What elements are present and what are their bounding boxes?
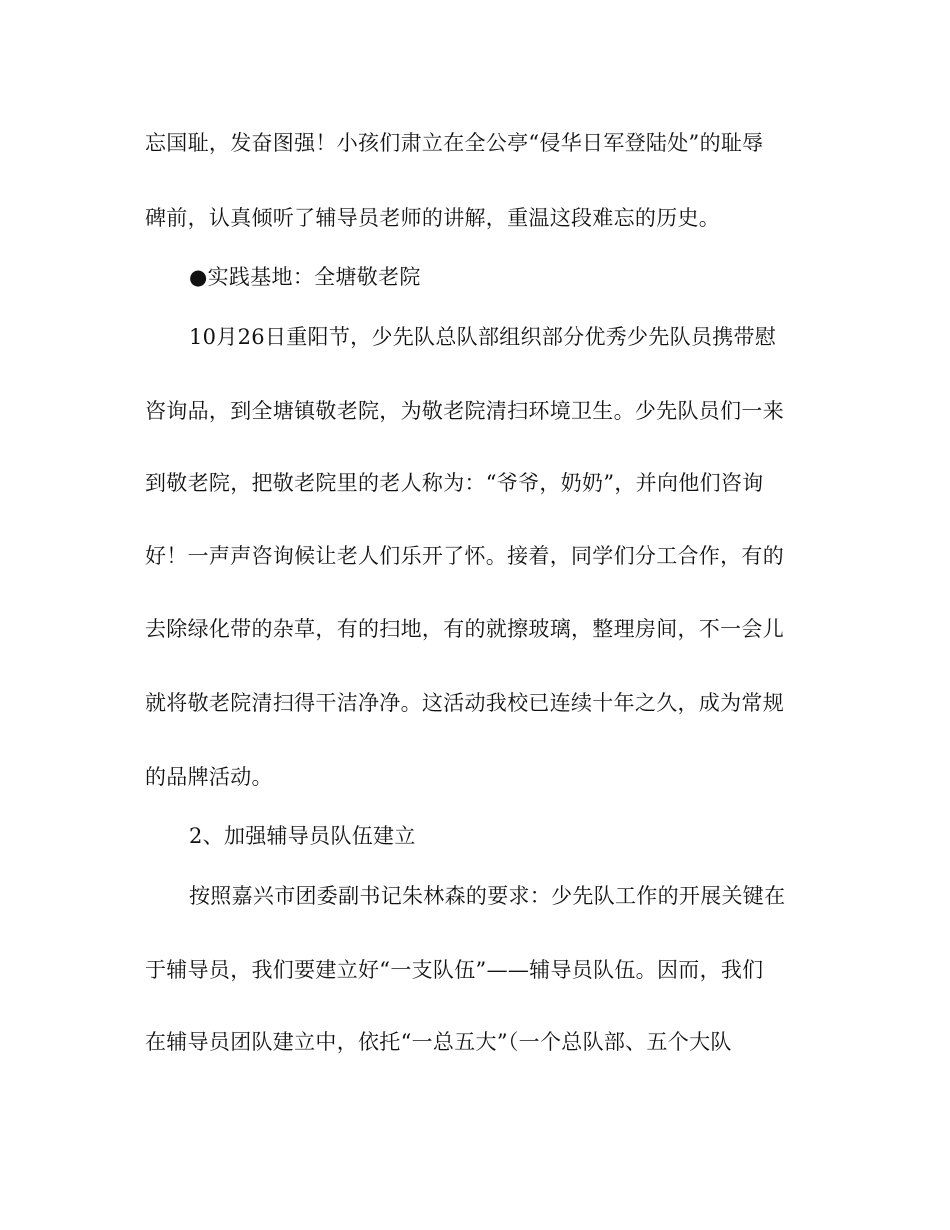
paragraph-line: 碑前，认真倾听了辅导员老师的讲解，重温这段难忘的历史。 (145, 206, 721, 230)
paragraph-line: 到敬老院，把敬老院里的老人称为：“爷爷，奶奶”，并向他们咨询 (145, 471, 764, 495)
paragraph-line: 咨询品，到全塘镇敬老院，为敬老院清扫环境卫生。少先队员们一来 (145, 399, 784, 423)
paragraph-line: 于辅导员，我们要建立好“一支队伍”——辅导员队伍。因而，我们 (145, 958, 764, 982)
paragraph-line: 去除绿化带的杂草，有的扫地，有的就擦玻璃，整理房间，不一会儿 (145, 617, 784, 641)
section-heading: 2、加强辅导员队伍建立 (189, 824, 416, 848)
paragraph-line: 10月26日重阳节，少先队总队部组织部分优秀少先队员携带慰 (189, 325, 777, 349)
paragraph-line: 就将敬老院清扫得干洁净净。这活动我校已连续十年之久，成为常规 (145, 691, 784, 715)
paragraph-line: 好！一声声咨询候让老人们乐开了怀。接着，同学们分工合作，有的 (145, 544, 784, 568)
paragraph-line: 按照嘉兴市团委副书记朱林森的要求：少先队工作的开展关键在 (189, 884, 786, 908)
paragraph-line: 的品牌活动。 (145, 765, 273, 789)
paragraph-line: 忘国耻，发奋图强！小孩们肃立在全公亭“侵华日军登陆处”的耻辱 (145, 131, 764, 155)
section-heading: ●实践基地：全塘敬老院 (189, 265, 421, 289)
paragraph-line: 在辅导员团队建立中，依托“一总五大”（一个总队部、五个大队 (145, 1030, 732, 1054)
